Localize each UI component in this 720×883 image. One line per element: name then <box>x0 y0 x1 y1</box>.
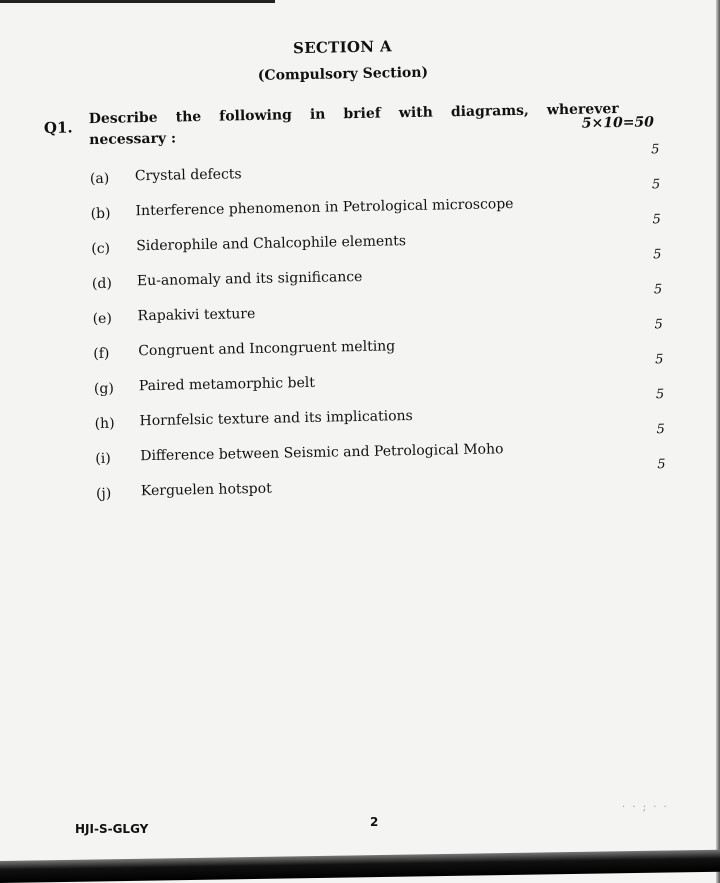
item-marks: 5 <box>653 247 662 263</box>
item-text: Siderophile and Chalcophile elements <box>136 233 407 255</box>
question-word: diagrams, <box>450 102 529 121</box>
question-word: with <box>398 104 434 122</box>
item-marks: 5 <box>651 177 661 193</box>
scan-smudge: · · ; · · <box>622 802 669 813</box>
item-text: Eu-anomaly and its significance <box>136 268 363 290</box>
item-label: (f) <box>93 345 110 363</box>
item-label: (j) <box>95 485 112 503</box>
item-label: (e) <box>92 310 112 328</box>
question-word: wherever <box>546 100 619 119</box>
item-marks: 5 <box>651 142 660 158</box>
question-text-line2: necessary : <box>89 130 177 149</box>
page-number: 2 <box>370 815 379 829</box>
question-number: Q1. <box>43 118 73 138</box>
item-marks: 5 <box>657 457 666 473</box>
question-item-d <box>91 247 662 293</box>
question-marks: 5×10=50 <box>581 114 655 132</box>
question-item-g <box>93 352 664 398</box>
question-item-h <box>94 387 665 433</box>
item-text: Kerguelen hotspot <box>140 480 272 500</box>
item-text: Crystal defects <box>134 166 242 185</box>
item-label: (i) <box>95 450 111 468</box>
item-marks: 5 <box>654 317 663 333</box>
item-marks: 5 <box>655 352 664 368</box>
item-text: Interference phenomenon in Petrological microscope <box>135 196 514 220</box>
paper-code: HJI-S-GLGY <box>75 822 149 836</box>
question-item-a <box>89 142 660 188</box>
item-text: Rapakivi texture <box>137 305 256 325</box>
item-label: (c) <box>91 240 111 258</box>
item-text: Paired metamorphic belt <box>138 374 316 395</box>
question-item-i <box>95 422 666 468</box>
item-marks: 5 <box>656 422 666 438</box>
item-text: Hornfelsic texture and its implications <box>139 407 413 430</box>
item-label: (g) <box>93 380 115 398</box>
item-label: (h) <box>94 415 115 433</box>
item-label: (b) <box>90 205 111 223</box>
question-item-e <box>92 282 663 328</box>
question-text-line1 <box>89 101 619 127</box>
item-marks: 5 <box>653 282 663 298</box>
question-item-c <box>91 212 661 258</box>
question-word: the <box>175 108 202 126</box>
section-subtitle: (Compulsory Section) <box>257 64 429 84</box>
question-word: following <box>219 107 293 125</box>
item-label: (a) <box>89 170 110 188</box>
section-title: SECTION A <box>292 37 392 58</box>
question-item-j <box>95 457 666 503</box>
question-item-f <box>93 317 663 363</box>
item-text: Difference between Seismic and Petrological Moho <box>140 441 504 465</box>
item-marks: 5 <box>655 387 665 403</box>
question-item-b <box>90 177 661 223</box>
question-word: in <box>309 106 326 123</box>
item-marks: 5 <box>652 212 661 228</box>
item-label: (d) <box>91 275 112 293</box>
question-word: brief <box>343 105 381 123</box>
question-word: Describe <box>88 109 158 128</box>
item-text: Congruent and Incongruent melting <box>138 338 396 360</box>
